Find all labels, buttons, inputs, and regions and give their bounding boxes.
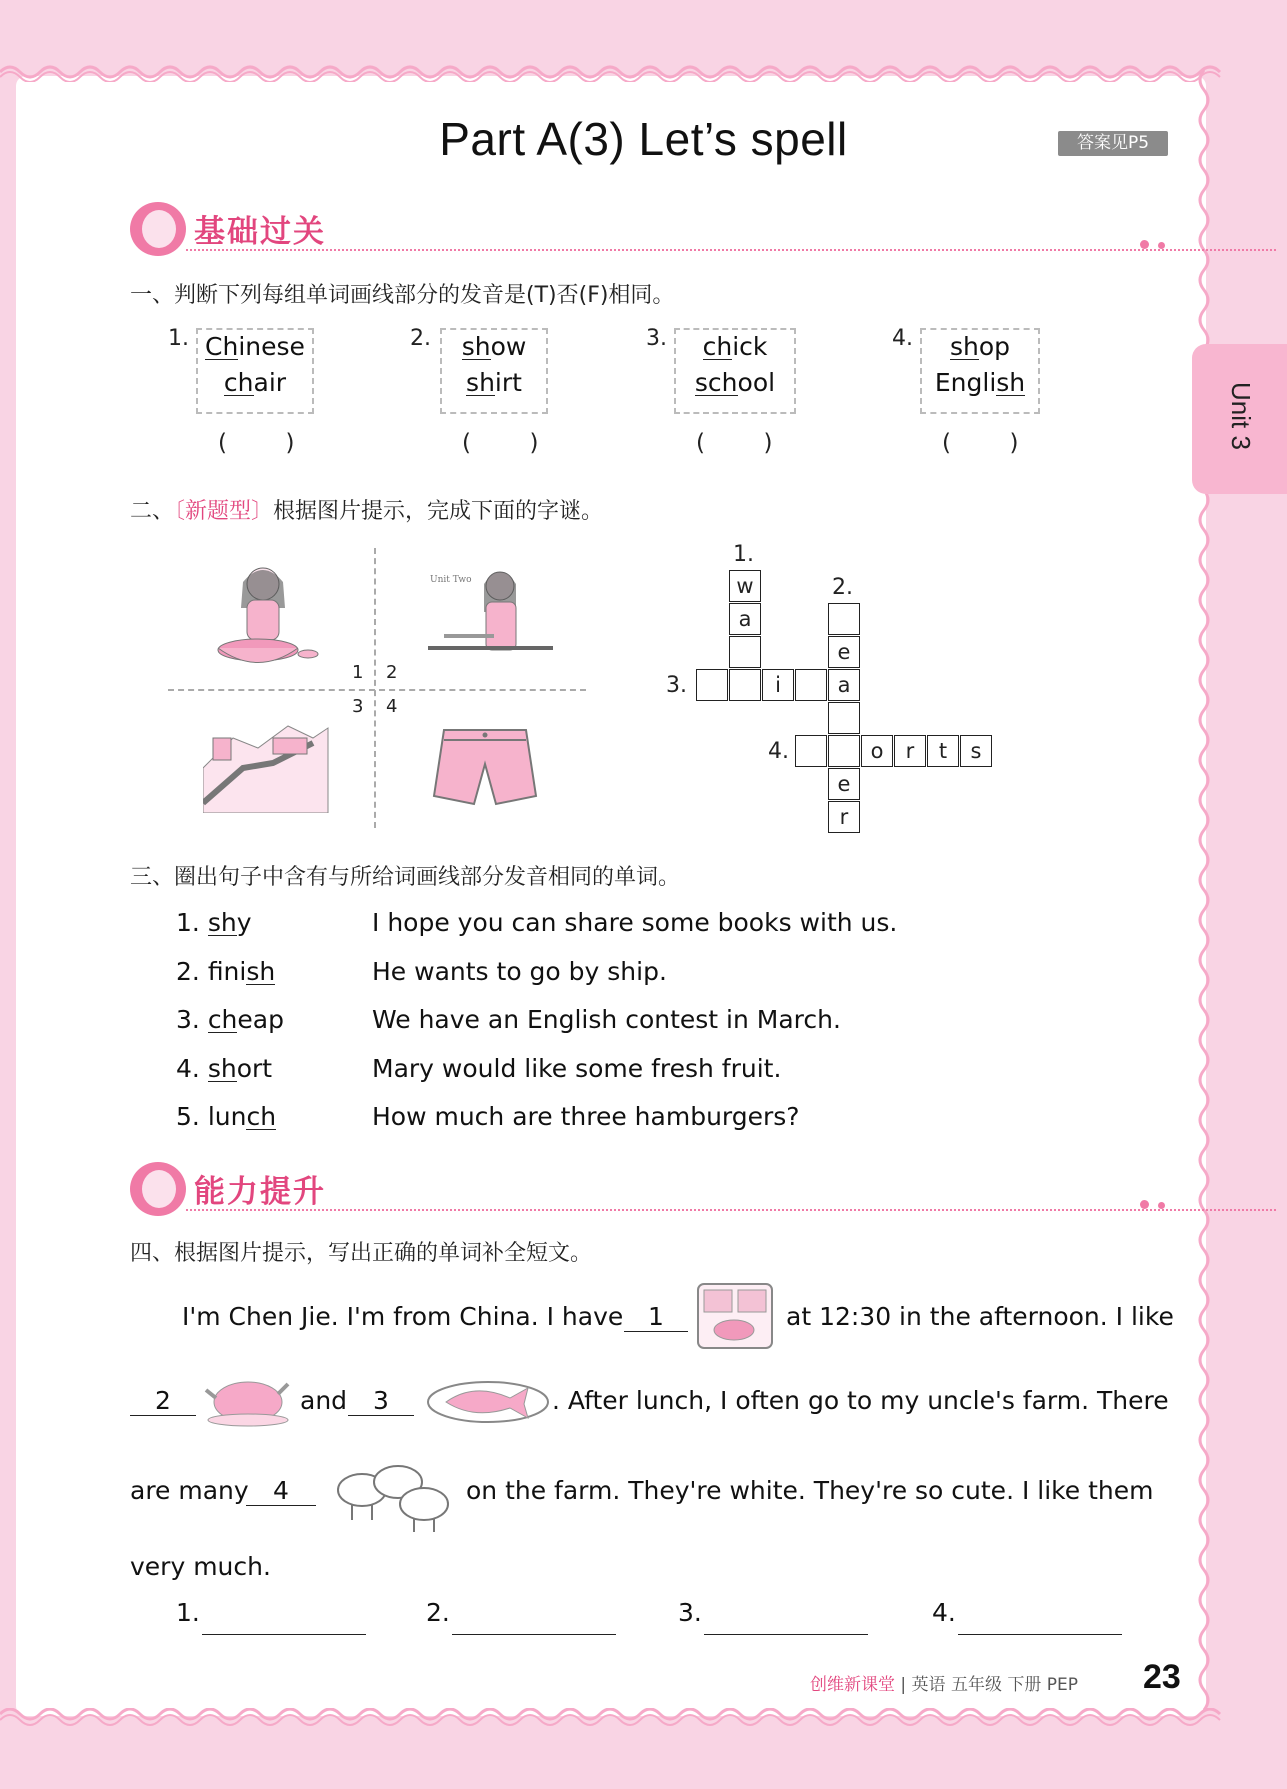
board-text: Unit Two — [430, 575, 472, 585]
passage-line-3b: on the farm. They're white. They're so cute. I like them — [466, 1476, 1154, 1505]
word-1: shop — [949, 332, 1011, 361]
word-2: school — [694, 368, 776, 397]
crossword-cell[interactable]: e — [828, 636, 860, 668]
underlined-letters: sh — [461, 332, 491, 361]
great-wall-picture — [203, 708, 333, 813]
section-title: 能力提升 — [194, 1174, 326, 1210]
passage-and: and — [300, 1386, 348, 1415]
picture-label: 3 — [352, 696, 364, 717]
sentence[interactable]: I hope you can share some books with us. — [372, 908, 898, 937]
passage-blank-4[interactable]: 4 — [246, 1476, 316, 1506]
section-heading-advanced — [130, 1162, 1170, 1220]
page-title: Part A(3) Let’s spell — [439, 113, 848, 165]
crossword-cell[interactable]: r — [828, 801, 860, 833]
underlined-letters: ch — [223, 368, 254, 397]
sheep-picture — [326, 1448, 456, 1534]
crossword-cell[interactable]: e — [828, 768, 860, 800]
fish-picture — [424, 1374, 552, 1426]
right-wave-border — [1196, 70, 1218, 1720]
question-4-title: 四、根据图片提示，写出正确的单词补全短文。 — [130, 1241, 593, 1266]
answer-number: 4. — [932, 1598, 956, 1627]
divider-dot-icon — [1140, 1200, 1149, 1209]
crossword-puzzle — [660, 540, 1020, 840]
passage-line-1a: I'm Chen Jie. I'm from China. I have — [182, 1302, 624, 1331]
word-1: show — [461, 332, 527, 361]
answer-line[interactable] — [202, 1634, 366, 1635]
given-word: 4. short — [176, 1053, 273, 1083]
underlined-letters: sh — [246, 956, 276, 986]
underlined-letters: sh — [466, 368, 495, 397]
question-3-title: 三、圈出句子中含有与所给词画线部分发音相同的单词。 — [130, 865, 681, 890]
answer-number: 3. — [678, 1598, 702, 1627]
word-pair-box — [920, 328, 1040, 414]
crossword-cell[interactable]: r — [894, 735, 926, 767]
divider-dot-icon — [1158, 242, 1165, 249]
top-wave-border — [0, 62, 1232, 82]
item-number: 3. — [646, 326, 667, 351]
answer-reference-tag: 答案见P5 — [1058, 131, 1168, 156]
picture-label: 1 — [352, 662, 364, 683]
passage-line-4: very much. — [130, 1552, 271, 1581]
shorts-picture — [430, 724, 540, 814]
underlined-letters: sh — [996, 368, 1026, 397]
passage-line-1b: at 12:30 in the afternoon. I like — [786, 1302, 1174, 1331]
sentence[interactable]: Mary would like some fresh fruit. — [372, 1053, 782, 1083]
answer-line[interactable] — [452, 1634, 616, 1635]
crossword-cell[interactable] — [729, 636, 761, 668]
page-paper — [16, 76, 1206, 1716]
unit-tab[interactable] — [1192, 344, 1287, 494]
sentence[interactable]: We have an English contest in March. — [372, 1005, 841, 1034]
given-word: 1. shy — [176, 908, 252, 937]
section-badge-icon — [130, 202, 186, 256]
picture-label: 2 — [386, 662, 398, 683]
clue-number: 1. — [733, 542, 754, 567]
section-divider — [186, 1209, 1276, 1211]
underlined-letters: sh — [207, 908, 237, 937]
word-1: chick — [702, 332, 768, 361]
crossword-cell[interactable] — [828, 735, 860, 767]
question-2-title: 二、〔新题型〕根据图片提示，完成下面的字谜。 — [130, 499, 604, 524]
sentence[interactable]: He wants to go by ship. — [372, 956, 667, 986]
underlined-letters: sch — [694, 368, 738, 397]
section-divider — [186, 249, 1276, 251]
passage-blank-1[interactable]: 1 — [624, 1302, 688, 1332]
answer-line[interactable] — [704, 1634, 868, 1635]
underlined-letters: Ch — [205, 332, 239, 361]
answer-number: 1. — [176, 1598, 200, 1627]
picture-label: 4 — [386, 696, 398, 717]
word-2: shirt — [466, 368, 522, 397]
answer-parentheses[interactable]: ( ) — [942, 430, 1019, 456]
clue-number: 4. — [768, 739, 789, 764]
bottom-wave-border — [0, 1708, 1232, 1728]
chicken-picture — [204, 1370, 290, 1428]
section-title: 基础过关 — [194, 214, 326, 250]
answer-number: 2. — [426, 1598, 450, 1627]
girl-washing-picture — [213, 562, 323, 677]
word-pair-box — [196, 328, 314, 414]
underlined-letters: ch — [246, 1102, 277, 1131]
crossword-cell[interactable]: a — [828, 669, 860, 701]
crossword-cell[interactable]: w — [729, 570, 761, 602]
passage-blank-2[interactable]: 2 — [130, 1386, 196, 1416]
answer-line[interactable] — [958, 1634, 1122, 1635]
crossword-cell[interactable] — [795, 669, 827, 701]
item-number: 2. — [410, 326, 431, 351]
clue-number: 3. — [666, 673, 687, 698]
new-type-tag: 〔新题型〕 — [174, 499, 274, 524]
underlined-letters: sh — [949, 332, 979, 361]
crossword-cell[interactable] — [795, 735, 827, 767]
answer-parentheses[interactable]: ( ) — [462, 430, 539, 456]
crossword-picture-grid — [168, 548, 586, 828]
crossword-cell[interactable]: s — [960, 735, 992, 767]
word-1: Chinese — [205, 332, 305, 361]
item-number: 4. — [892, 326, 913, 351]
passage-blank-3[interactable]: 3 — [348, 1386, 414, 1416]
crossword-cell[interactable]: o — [861, 735, 893, 767]
passage-line-2b: . After lunch, I often go to my uncle's farm. There — [552, 1386, 1169, 1415]
passage-line-3a: are many — [130, 1476, 249, 1505]
crossword-cell[interactable] — [729, 669, 761, 701]
crossword-cell[interactable]: t — [927, 735, 959, 767]
word-2: chair — [223, 368, 287, 397]
crossword-cell[interactable]: i — [762, 669, 794, 701]
given-word: 2. finish — [176, 956, 276, 986]
crossword-cell[interactable] — [828, 702, 860, 734]
given-word: 3. cheap — [176, 1005, 284, 1034]
divider-dot-icon — [1158, 1202, 1165, 1209]
underlined-letters: ch — [702, 332, 733, 361]
teacher-picture — [428, 562, 553, 677]
question-1-title: 一、判断下列每组单词画线部分的发音是(T)否(F)相同。 — [130, 283, 675, 308]
section-badge-icon — [130, 1162, 186, 1216]
crossword-cell[interactable] — [828, 603, 860, 635]
word-pair-box — [440, 328, 548, 414]
answer-parentheses[interactable]: ( ) — [218, 430, 295, 456]
word-2: English — [934, 368, 1026, 397]
given-word: 5. lunch — [176, 1102, 277, 1131]
section-heading-basic — [130, 202, 1170, 260]
underlined-letters: ch — [207, 1005, 238, 1034]
sentence[interactable]: How much are three hamburgers? — [372, 1102, 800, 1131]
divider-dot-icon — [1140, 240, 1149, 249]
page-number: 23 — [1143, 1658, 1181, 1696]
underlined-letters: sh — [207, 1053, 237, 1083]
lunch-tray-picture — [696, 1282, 774, 1350]
crossword-cell[interactable] — [696, 669, 728, 701]
unit-tab-label: Unit 3 — [1226, 382, 1256, 450]
answer-parentheses[interactable]: ( ) — [696, 430, 773, 456]
footer-series: 创维新课堂 | 英语 五年级 下册 PEP — [810, 1675, 1079, 1695]
item-number: 1. — [168, 326, 189, 351]
crossword-cell[interactable]: a — [729, 603, 761, 635]
word-pair-box — [674, 328, 796, 414]
clue-number: 2. — [832, 575, 853, 600]
